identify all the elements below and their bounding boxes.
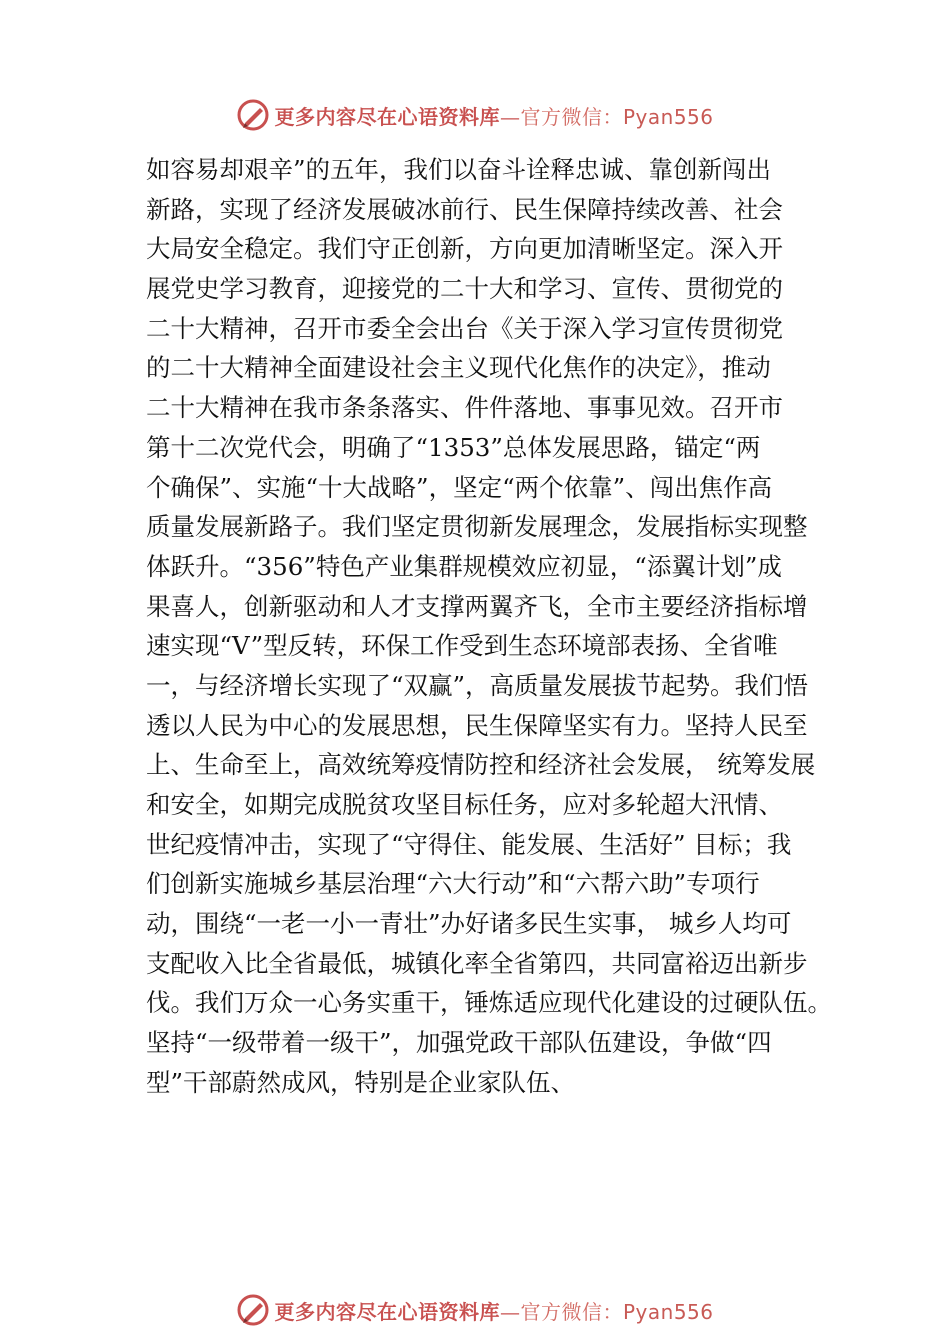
text-line: 个确保”、实施“十大战略”，坚定“两个依靠”、闯出焦作高 bbox=[146, 472, 773, 502]
header-banner bbox=[0, 95, 950, 135]
banner-text bbox=[274, 101, 713, 130]
banner-main: 更多内容尽在心语资料库 bbox=[274, 104, 500, 129]
text-line: 二十大精神，召开市委全会出台《关于深入学习宣传贯彻党 bbox=[146, 313, 783, 343]
text-line: 二十大精神在我市条条落实、件件落地、事事见效。召开市 bbox=[146, 393, 783, 423]
text-line: 型”干部蔚然成风，特别是企业家队伍、 bbox=[146, 1067, 576, 1097]
text-line: 新路，实现了经济发展破冰前行、民生保障持续改善、社会 bbox=[146, 194, 783, 224]
pen-logo-icon bbox=[236, 98, 270, 132]
banner-dash: — bbox=[499, 1299, 521, 1324]
text-line: 世纪疫情冲击，实现了“守得住、能发展、生活好” 目标；我 bbox=[146, 829, 792, 859]
text-line: 坚持“一级带着一级干”，加强党政干部队伍建设，争做“四 bbox=[146, 1028, 772, 1058]
text-line: 上、生命至上，高效统筹疫情防控和经济社会发展， 统筹发展 bbox=[146, 750, 816, 780]
text-line: 透以人民为中心的发展思想，民生保障坚实有力。坚持人民至 bbox=[146, 710, 808, 740]
text-line: 质量发展新路子。我们坚定贯彻新发展理念，发展指标实现整 bbox=[146, 512, 808, 542]
text-line: 支配收入比全省最低，城镇化率全省第四，共同富裕迈出新步 bbox=[146, 948, 808, 978]
banner-handle: Pyan556 bbox=[622, 104, 714, 129]
banner-label: 官方微信： bbox=[520, 1299, 623, 1324]
banner-label: 官方微信： bbox=[520, 104, 623, 129]
text-line: 大局安全稳定。我们守正创新，方向更加清晰坚定。深入开 bbox=[146, 234, 783, 264]
text-line: 一，与经济增长实现了“双赢”，高质量发展拔节起势。我们悟 bbox=[146, 670, 809, 700]
text-line: 伐。我们万众一心务实重干，锤炼适应现代化建设的过硬队伍。 bbox=[146, 988, 832, 1018]
text-line: 们创新实施城乡基层治理“六大行动”和“六帮六助”专项行 bbox=[146, 869, 760, 899]
banner-dash: — bbox=[499, 104, 521, 129]
text-line: 果喜人，创新驱动和人才支撑两翼齐飞，全市主要经济指标增 bbox=[146, 591, 808, 621]
banner-handle: Pyan556 bbox=[622, 1299, 714, 1324]
footer-banner bbox=[0, 1290, 950, 1330]
text-line: 体跃升。“356”特色产业集群规模效应初显，“添翼计划”成 bbox=[146, 551, 782, 581]
text-line: 和安全，如期完成脱贫攻坚目标任务，应对多轮超大汛情、 bbox=[146, 790, 783, 819]
banner-text bbox=[274, 1296, 713, 1325]
text-line: 的二十大精神全面建设社会主义现代化焦作的决定》，推动 bbox=[146, 353, 771, 383]
body-text bbox=[146, 150, 832, 1103]
text-line: 速实现“V”型反转，环保工作受到生态环境部表扬、全省唯 bbox=[146, 631, 778, 661]
pen-logo-icon bbox=[236, 1293, 270, 1327]
text-line: 如容易却艰辛”的五年，我们以奋斗诠释忠诚、靠创新闯出 bbox=[146, 155, 772, 184]
text-line: 动，围绕“一老一小一青壮”办好诸多民生实事， 城乡人均可 bbox=[146, 909, 792, 939]
text-line: 第十二次党代会，明确了“1353”总体发展思路，锚定“两 bbox=[146, 432, 761, 462]
banner-main: 更多内容尽在心语资料库 bbox=[274, 1299, 500, 1324]
text-line: 展党史学习教育，迎接党的二十大和学习、宣传、贯彻党的 bbox=[146, 274, 783, 304]
